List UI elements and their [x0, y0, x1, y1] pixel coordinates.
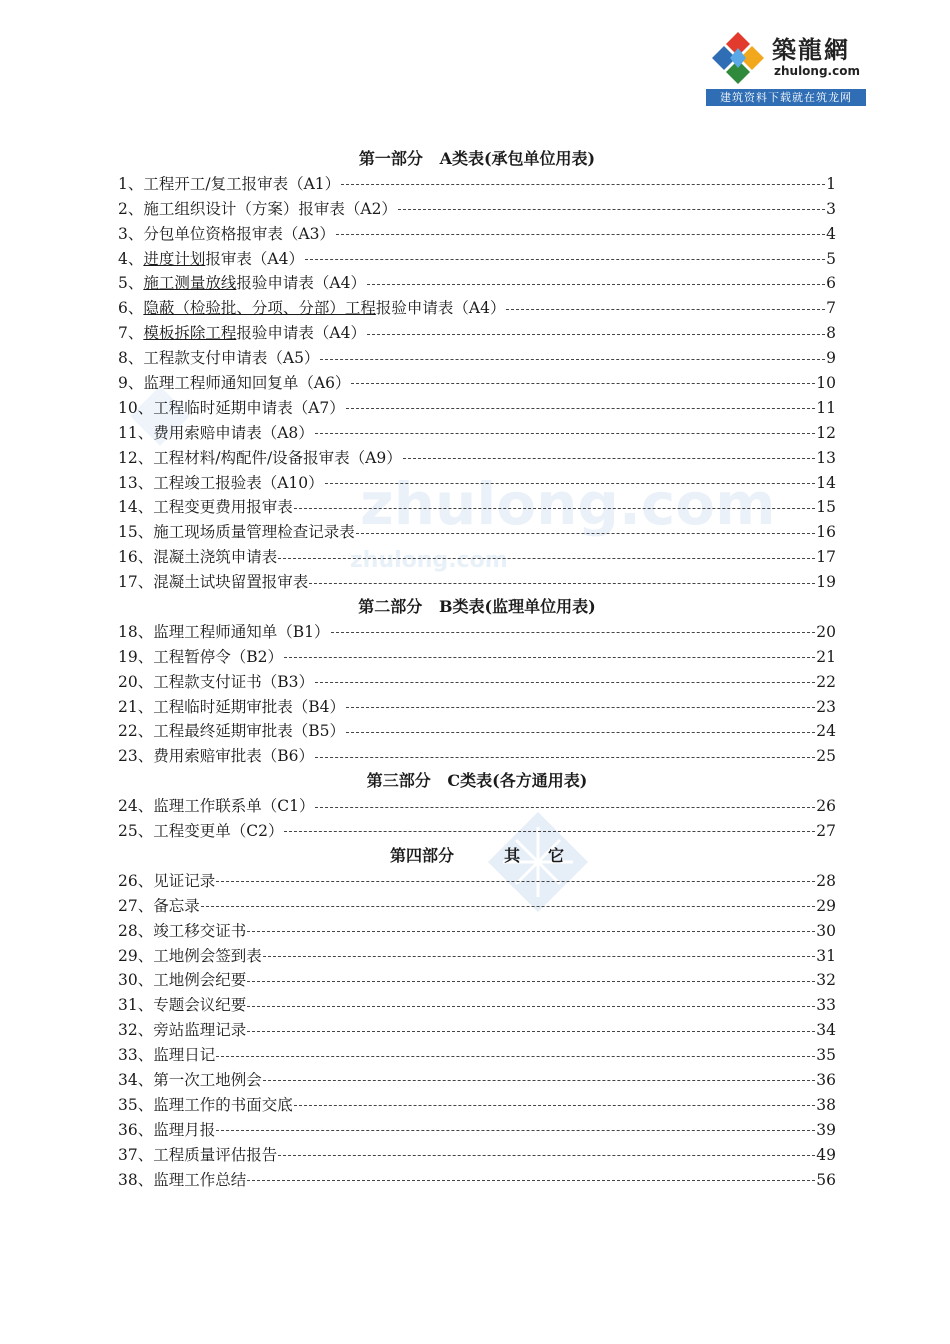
- toc-entry[interactable]: [118, 396, 836, 421]
- toc-entry[interactable]: [118, 620, 836, 645]
- toc-page-number: 17: [816, 548, 836, 567]
- toc-leader-dashes: [309, 583, 815, 585]
- toc-entry[interactable]: [118, 346, 836, 371]
- toc-page-number: 30: [816, 921, 836, 940]
- toc-entry[interactable]: [118, 1018, 836, 1043]
- toc-entry-title-text: 工程临时延期审批表（B4）: [153, 697, 345, 716]
- toc-entry-title-text: 混凝土试块留置报审表: [153, 573, 309, 592]
- toc-entry[interactable]: [118, 695, 836, 720]
- toc-entry-title-text: 费用索赔申请表（A8）: [153, 423, 314, 442]
- toc-entry[interactable]: [118, 421, 836, 446]
- toc-entry-title-text: 第一次工地例会: [153, 1070, 262, 1089]
- toc-leader-dashes: [294, 1105, 816, 1107]
- toc-leader-dashes: [346, 408, 815, 410]
- toc-entry-title: [153, 1168, 246, 1193]
- toc-leader-dashes: [284, 657, 815, 659]
- toc-entry-number: 4、: [118, 249, 144, 268]
- toc-entry-number: 10、: [118, 398, 154, 417]
- toc-leader-dashes: [247, 1180, 815, 1182]
- toc-entry-title: [153, 744, 314, 769]
- toc-entry[interactable]: [118, 968, 836, 993]
- toc-leader-dashes: [216, 1130, 815, 1132]
- toc-entry-title-text: 报审表（A4）: [205, 249, 304, 268]
- toc-entry[interactable]: [118, 446, 836, 471]
- toc-entry-title-text: 监理日记: [153, 1046, 216, 1065]
- toc-page-number: 32: [816, 971, 836, 990]
- toc-entry[interactable]: [118, 670, 836, 695]
- toc-entry[interactable]: [118, 819, 836, 844]
- toc-leader-dashes: [346, 732, 815, 734]
- toc-entry-title-text: 监理工作总结: [153, 1170, 247, 1189]
- toc-entry-title-text: 工程变更费用报审表: [153, 498, 293, 517]
- toc-entry-title: [153, 1043, 215, 1068]
- toc-leader-dashes: [294, 508, 816, 510]
- toc-entry-title: [153, 1068, 262, 1093]
- toc-entry-number: 33、: [118, 1046, 154, 1065]
- toc-entry-title-text: 分包单位资格报审表（A3）: [143, 224, 335, 243]
- toc-entry-number: 6、: [118, 299, 144, 318]
- toc-entry-title-text: 监理工程师通知回复单（A6）: [143, 374, 351, 393]
- toc-section-heading: 第三部分 C类表(各方通用表): [366, 771, 588, 791]
- toc-entry-title-text: 工程临时延期申请表（A7）: [153, 398, 345, 417]
- toc-entry[interactable]: [118, 471, 836, 496]
- toc-entry-number: 3、: [118, 224, 144, 243]
- toc-entry[interactable]: [118, 744, 836, 769]
- toc-entry[interactable]: [118, 1093, 836, 1118]
- toc-entry-title-text: 工地例会纪要: [153, 971, 247, 990]
- toc-page-number: 29: [816, 896, 836, 915]
- toc-entry-number: 30、: [118, 971, 154, 990]
- toc-entry-title: [153, 944, 262, 969]
- toc-entry-number: 36、: [118, 1120, 154, 1139]
- toc-entry-title: [153, 520, 355, 545]
- toc-entry-title-text: 工程开工/复工报审表（A1）: [143, 174, 341, 193]
- toc-page-number: 24: [816, 722, 836, 741]
- toc-page-number: 5: [826, 249, 836, 268]
- toc-page-number: 8: [826, 324, 836, 343]
- toc-leader-dashes: [367, 334, 825, 336]
- watermark-text: zhulong.com: [360, 470, 776, 538]
- toc-entry[interactable]: [118, 869, 836, 894]
- toc-entry-number: 16、: [118, 548, 154, 567]
- toc-entry-number: 34、: [118, 1070, 154, 1089]
- toc-leader-dashes: [325, 483, 816, 485]
- toc-entry-title-text: 监理月报: [153, 1120, 216, 1139]
- toc-page-number: 12: [816, 423, 836, 442]
- toc-entry[interactable]: [118, 944, 836, 969]
- toc-entry-title: [153, 968, 246, 993]
- toc-page-number: 7: [826, 299, 836, 318]
- toc-entry-title: [153, 545, 277, 570]
- toc-leader-dashes: [216, 881, 815, 883]
- toc-page-number: 19: [816, 573, 836, 592]
- toc-entry[interactable]: [118, 1143, 836, 1168]
- toc-entry-title-link[interactable]: 模板拆除工程: [143, 324, 237, 343]
- toc-entry-title-text: 工地例会签到表: [153, 946, 262, 965]
- toc-page-number: 49: [816, 1145, 836, 1164]
- toc-entry-title-text: 报验申请表（A4）: [236, 274, 366, 293]
- toc-entry-number: 31、: [118, 996, 154, 1015]
- toc-section-heading: 第二部分 B类表(监理单位用表): [358, 597, 596, 617]
- toc-entry-title-text: 备忘录: [153, 896, 200, 915]
- toc-page-number: 16: [816, 523, 836, 542]
- toc-entry-title: [153, 1143, 277, 1168]
- toc-entry-title: [153, 620, 329, 645]
- toc-entry[interactable]: [118, 520, 836, 545]
- toc-entry[interactable]: [118, 993, 836, 1018]
- toc-entry-title: [153, 421, 314, 446]
- toc-entry-title: [143, 346, 319, 371]
- toc-leader-dashes: [351, 383, 815, 385]
- toc-entry-title-text: 见证记录: [153, 871, 216, 890]
- toc-entry-title-text: 专题会议纪要: [153, 996, 247, 1015]
- toc-entry-title: [153, 1118, 215, 1143]
- toc-entry[interactable]: [118, 247, 836, 272]
- toc-entry-number: 22、: [118, 722, 154, 741]
- logo-name: 築龍網: [772, 35, 850, 64]
- toc-entry-number: 8、: [118, 349, 144, 368]
- toc-entry-title: [153, 670, 314, 695]
- toc-page-number: 10: [816, 374, 836, 393]
- toc-leader-dashes: [403, 458, 816, 460]
- toc-page-number: 31: [816, 946, 836, 965]
- toc-entry-title-text: 工程变更单（C2）: [153, 822, 284, 841]
- toc-entry[interactable]: [118, 197, 836, 222]
- toc-entry-number: 1、: [118, 174, 144, 193]
- toc-entry-title-text: 混凝土浇筑申请表: [153, 548, 278, 567]
- toc-page-number: 25: [816, 747, 836, 766]
- logo-domain: zhulong.com: [774, 64, 860, 78]
- toc-entry-title: [153, 645, 283, 670]
- logo-top: [706, 26, 866, 88]
- toc-entry-title: [153, 869, 215, 894]
- toc-entry-title-text: 工程材料/构配件/设备报审表（A9）: [153, 448, 402, 467]
- toc-entry[interactable]: [118, 570, 836, 595]
- toc-entry-number: 21、: [118, 697, 154, 716]
- toc-entry-number: 5、: [118, 274, 144, 293]
- toc-entry-title: [153, 919, 246, 944]
- toc-entry-title-text: 施工组织设计（方案）报审表（A2）: [143, 199, 397, 218]
- toc-page-number: 9: [826, 349, 836, 368]
- toc-entry-title: [153, 1093, 293, 1118]
- toc-page-number: 33: [816, 996, 836, 1015]
- toc-entry-title: [143, 197, 397, 222]
- watermark-text-small: zhulong.com: [350, 548, 508, 573]
- toc-entry-title-text: 监理工程师通知单（B1）: [153, 622, 330, 641]
- toc-entry-title: [143, 371, 350, 396]
- toc-page-number: 21: [816, 647, 836, 666]
- toc-entry-title-text: 监理工作联系单（C1）: [153, 797, 315, 816]
- toc-entry-number: 19、: [118, 647, 154, 666]
- toc-entry-title: [153, 993, 246, 1018]
- toc-leader-dashes: [315, 807, 815, 809]
- toc-entry-title: [153, 495, 293, 520]
- toc-entry-title: [143, 296, 505, 321]
- toc-leader-dashes: [341, 184, 825, 186]
- toc-entry-title-text: 工程款支付证书（B3）: [153, 672, 314, 691]
- toc-leader-dashes: [356, 533, 816, 535]
- toc-entry-title-text: 工程竣工报验表（A10）: [153, 473, 324, 492]
- toc-entry[interactable]: [118, 321, 836, 346]
- toc-entry[interactable]: [118, 495, 836, 520]
- toc-entry-number: 7、: [118, 324, 144, 343]
- toc-entry-title-text: 施工现场质量管理检查记录表: [153, 523, 355, 542]
- toc-entry[interactable]: [118, 919, 836, 944]
- toc-entry-title-text: 工程款支付申请表（A5）: [143, 349, 320, 368]
- toc-leader-dashes: [263, 956, 816, 958]
- toc-leader-dashes: [247, 981, 815, 983]
- toc-leader-dashes: [320, 359, 825, 361]
- toc-leader-dashes: [506, 309, 825, 311]
- logo-diamond-icon: [710, 30, 766, 86]
- toc-leader-dashes: [315, 433, 815, 435]
- toc-entry-number: 14、: [118, 498, 154, 517]
- zhulong-logo[interactable]: [706, 26, 866, 106]
- toc-entry[interactable]: [118, 222, 836, 247]
- toc-page-number: 3: [826, 199, 836, 218]
- toc-entry-number: 28、: [118, 921, 154, 940]
- toc-leader-dashes: [305, 259, 825, 261]
- toc-entry-number: 35、: [118, 1095, 154, 1114]
- toc-entry-number: 27、: [118, 896, 154, 915]
- toc-entry-title: [143, 172, 340, 197]
- toc-leader-dashes: [278, 558, 815, 560]
- toc-entry-title-text: 旁站监理记录: [153, 1021, 247, 1040]
- toc-entry-title-text: 工程暂停令（B2）: [153, 647, 283, 666]
- toc-entry-number: 13、: [118, 473, 154, 492]
- toc-entry-title: [143, 271, 366, 296]
- toc-entry-title-text: 费用索赔审批表（B6）: [153, 747, 314, 766]
- toc-leader-dashes: [247, 931, 815, 933]
- toc-page-number: 26: [816, 797, 836, 816]
- toc-entry[interactable]: [118, 1168, 836, 1193]
- toc-entry-number: 26、: [118, 871, 154, 890]
- toc-entry[interactable]: [118, 1118, 836, 1143]
- toc-entry[interactable]: [118, 894, 836, 919]
- toc-entry[interactable]: [118, 645, 836, 670]
- toc-entry-number: 9、: [118, 374, 144, 393]
- toc-page-number: 27: [816, 822, 836, 841]
- toc-entry-title-link[interactable]: 隐蔽（检验批、分项、分部）工程: [143, 299, 376, 318]
- toc-leader-dashes: [315, 757, 815, 759]
- toc-entry-title: [153, 894, 200, 919]
- toc-section-heading: 第四部分 其 它: [390, 845, 564, 865]
- toc-page-number: 13: [816, 448, 836, 467]
- toc-entry-number: 24、: [118, 797, 154, 816]
- toc-entry-title: [143, 247, 304, 272]
- toc-entry-title: [153, 794, 314, 819]
- toc-page-number: 39: [816, 1120, 836, 1139]
- toc-page-number: 28: [816, 871, 836, 890]
- toc-entry-number: 17、: [118, 573, 154, 592]
- toc-entry-title: [153, 396, 345, 421]
- toc-page-number: 20: [816, 622, 836, 641]
- toc-entry[interactable]: [118, 371, 836, 396]
- toc-page-number: 22: [816, 672, 836, 691]
- toc-entry-number: 23、: [118, 747, 154, 766]
- toc-leader-dashes: [367, 284, 825, 286]
- toc-leader-dashes: [331, 632, 816, 634]
- toc-page-number: 11: [816, 398, 836, 417]
- toc-leader-dashes: [336, 234, 825, 236]
- toc-page-number: 36: [816, 1070, 836, 1089]
- toc-page-number: 14: [816, 473, 836, 492]
- toc-entry-number: 11、: [118, 423, 154, 442]
- toc-page-number: 34: [816, 1021, 836, 1040]
- toc-entry-number: 32、: [118, 1021, 154, 1040]
- toc-entry-title: [153, 719, 345, 744]
- toc-entry-number: 25、: [118, 822, 154, 841]
- toc-entry-title: [153, 471, 323, 496]
- toc-page-number: 15: [816, 498, 836, 517]
- toc-entry[interactable]: [118, 545, 836, 570]
- toc-entry-title: [153, 819, 283, 844]
- toc-entry-number: 20、: [118, 672, 154, 691]
- toc-leader-dashes: [263, 1080, 816, 1082]
- toc-page-number: 56: [816, 1170, 836, 1189]
- toc-entry[interactable]: [118, 271, 836, 296]
- toc-entry-number: 15、: [118, 523, 154, 542]
- toc-entry-title: [153, 1018, 246, 1043]
- toc-entry-title-text: 报验申请表（A4）: [236, 324, 366, 343]
- toc-entry[interactable]: [118, 172, 836, 197]
- toc-leader-dashes: [247, 1031, 815, 1033]
- toc-entry-title: [153, 570, 308, 595]
- toc-entry-number: 29、: [118, 946, 154, 965]
- toc-entry[interactable]: [118, 296, 836, 321]
- toc-entry-title-text: 工程最终延期审批表（B5）: [153, 722, 345, 741]
- toc-entry[interactable]: [118, 1043, 836, 1068]
- toc-leader-dashes: [278, 1155, 815, 1157]
- toc-leader-dashes: [398, 209, 825, 211]
- toc-entry-number: 38、: [118, 1170, 154, 1189]
- toc-entry-title-link[interactable]: 进度计划: [143, 249, 206, 268]
- toc-leader-dashes: [201, 906, 816, 908]
- table-of-contents: [118, 147, 836, 1192]
- toc-entry[interactable]: [118, 1068, 836, 1093]
- toc-leader-dashes: [216, 1056, 815, 1058]
- toc-leader-dashes: [284, 831, 815, 833]
- toc-page-number: 23: [816, 697, 836, 716]
- toc-entry-title-text: 监理工作的书面交底: [153, 1095, 293, 1114]
- toc-entry-title: [143, 321, 366, 346]
- toc-entry[interactable]: [118, 794, 836, 819]
- toc-entry-number: 18、: [118, 622, 154, 641]
- toc-page-number: 38: [816, 1095, 836, 1114]
- toc-leader-dashes: [346, 707, 815, 709]
- toc-entry-title-text: 报验申请表（A4）: [375, 299, 506, 318]
- toc-page-number: 4: [826, 224, 836, 243]
- toc-page-number: 1: [826, 174, 836, 193]
- toc-entry-number: 37、: [118, 1145, 154, 1164]
- toc-section-heading: 第一部分 A类表(承包单位用表): [358, 149, 596, 168]
- toc-entry-title: [153, 446, 402, 471]
- toc-entry-title-link[interactable]: 施工测量放线: [143, 274, 237, 293]
- toc-leader-dashes: [315, 682, 815, 684]
- toc-entry-title: [153, 695, 345, 720]
- toc-entry[interactable]: [118, 719, 836, 744]
- toc-entry-title-text: 竣工移交证书: [153, 921, 247, 940]
- toc-page-number: 35: [816, 1046, 836, 1065]
- toc-entry-title-text: 工程质量评估报告: [153, 1145, 278, 1164]
- toc-entry-number: 2、: [118, 199, 144, 218]
- toc-leader-dashes: [247, 1006, 815, 1008]
- logo-slogan: 建筑资料下载就在筑龙网: [706, 89, 866, 106]
- toc-entry-title: [143, 222, 335, 247]
- toc-entry-number: 12、: [118, 448, 154, 467]
- toc-page-number: 6: [826, 274, 836, 293]
